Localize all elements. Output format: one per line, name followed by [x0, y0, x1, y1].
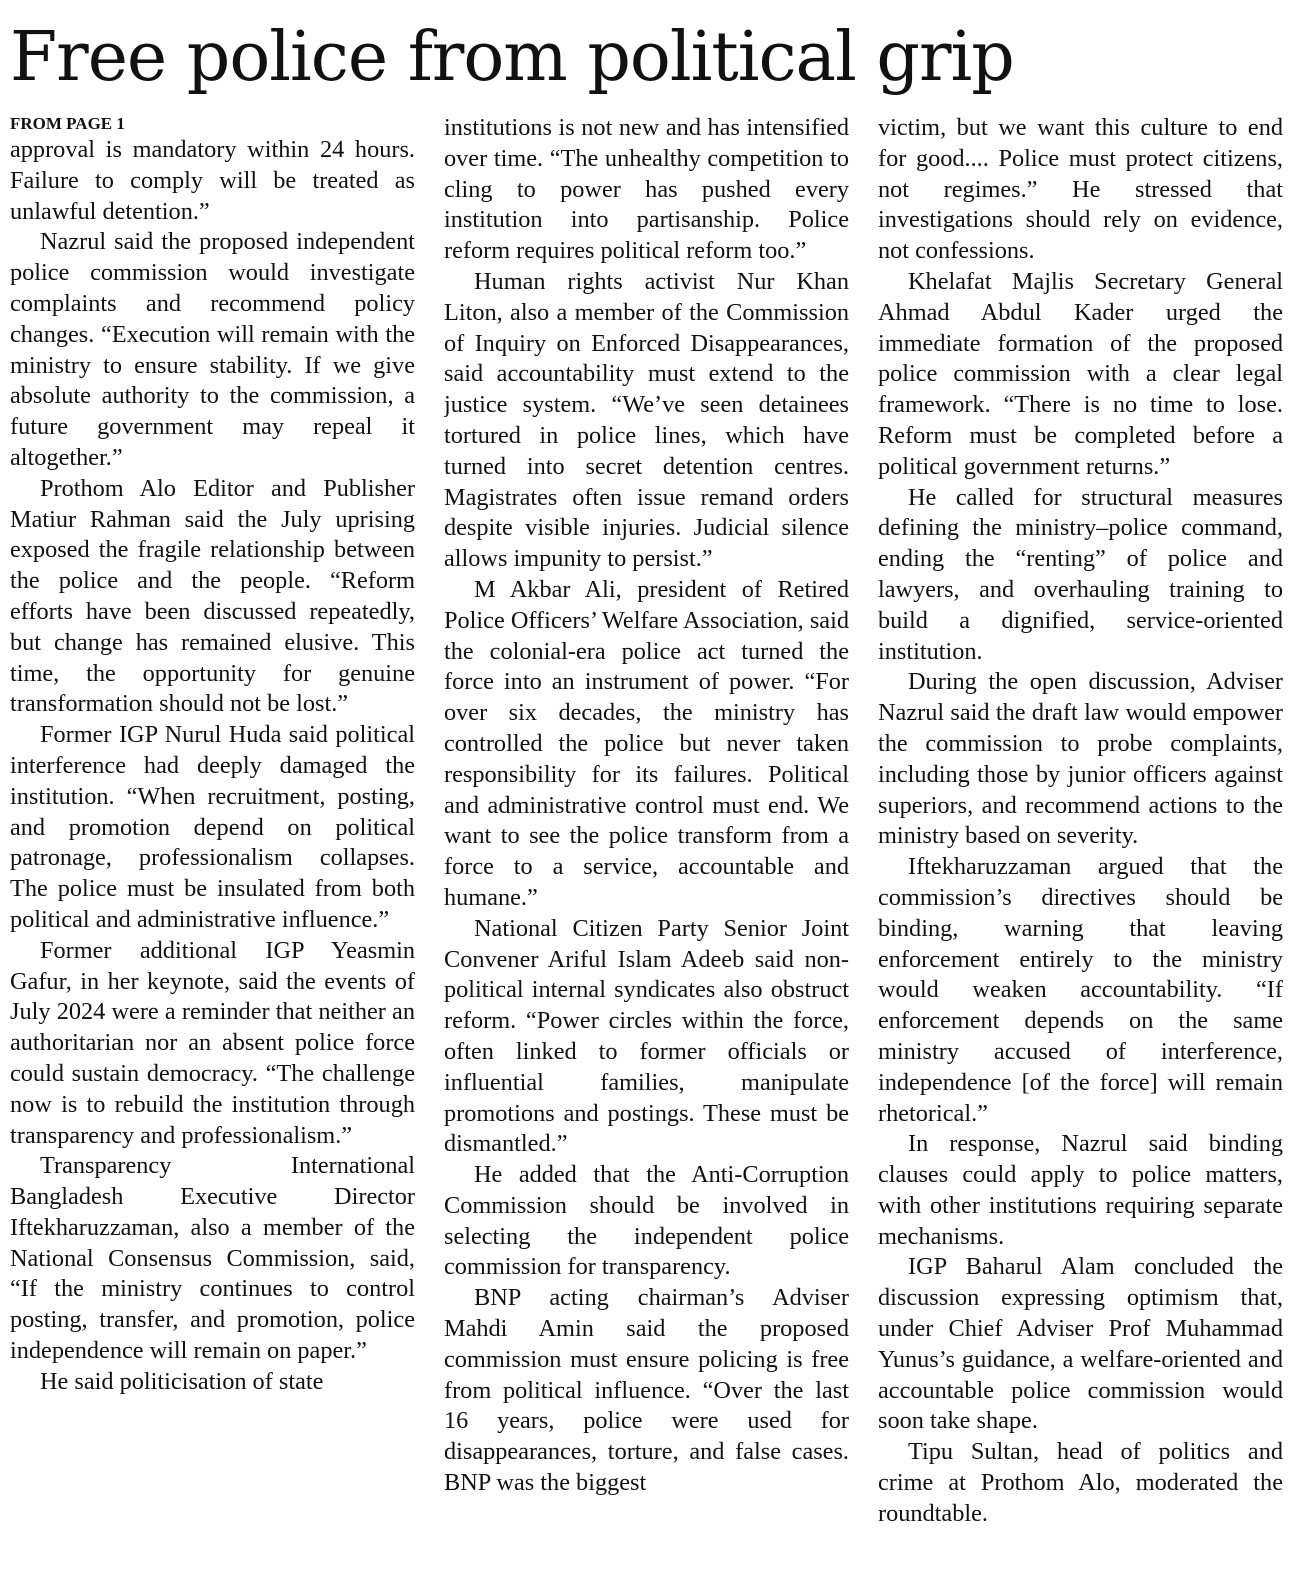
- paragraph: Iftekharuzzaman argued that the commission’s directives should be binding, warning that leaving enforcement entirely to the ministry would weaken accountability. “If enforcement depends on the same ministry accused of interference, independence [of the force] will remain rhetorical.”: [878, 853, 1283, 1127]
- paragraph: During the open discussion, Adviser Nazrul said the draft law would empower the commission to probe complaints, including those by junior officers against superiors, and recommend actions to the ministry based on severity.: [878, 668, 1283, 850]
- headline: Free police from political grip: [10, 18, 1014, 97]
- article-column-3: [878, 113, 1283, 1578]
- paragraph: institutions is not new and has intensified over time. “The unhealthy competition to cling to power has pushed every institution into partisanship. Police reform requires political reform too.”: [444, 114, 849, 265]
- paragraph: BNP acting chairman’s Adviser Mahdi Amin said the proposed commission must ensure policing is free from political influence. “Over the last 16 years, police were used for disappearances, torture, and false cases. BNP was the biggest: [444, 1284, 849, 1497]
- article-column-2: [444, 113, 849, 1578]
- from-page-kicker: FROM PAGE 1: [10, 114, 125, 133]
- paragraph: Former additional IGP Yeasmin Gafur, in her keynote, said the events of July 2024 were a reminder that neither an authoritarian nor an absent police force could sustain democracy. “The challenge now is to rebuild the institution through transparency and professionalism.”: [10, 936, 415, 1149]
- paragraph: He called for structural measures defining the ministry–police command, ending the “renting” of police and lawyers, and overhauling training to build a dignified, service-oriented institution.: [878, 483, 1283, 665]
- paragraph: IGP Baharul Alam concluded the discussion expressing optimism that, under Chief Adviser Prof Muhammad Yunus’s guidance, a welfare-oriented and accountable police commission would soon take shape.: [878, 1253, 1283, 1435]
- article-column-1: [10, 113, 415, 1578]
- paragraph: In response, Nazrul said binding clauses could apply to police matters, with other institutions requiring separate mechanisms.: [878, 1130, 1283, 1250]
- paragraph: Human rights activist Nur Khan Liton, also a member of the Commission of Inquiry on Enforced Disappearances, said accountability must extend to the justice system. “We’ve seen detainees tortured in police lines, which have turned into secret detention centres. Magistrates often issue remand orders despite visible injuries. Judicial silence allows impunity to persist.”: [444, 267, 849, 573]
- paragraph: Khelafat Majlis Secretary General Ahmad Abdul Kader urged the immediate formation of the proposed police commission with a clear legal framework. “There is no time to lose. Reform must be completed before a political government returns.”: [878, 267, 1283, 480]
- paragraph: victim, but we want this culture to end for good.... Police must protect citizens, not regimes.” He stressed that investigations should rely on evidence, not confessions.: [878, 114, 1283, 265]
- paragraph: approval is mandatory within 24 hours. Failure to comply will be treated as unlawful detention.”: [10, 136, 415, 225]
- paragraph: Tipu Sultan, head of politics and crime at Prothom Alo, moderated the roundtable.: [878, 1438, 1283, 1527]
- paragraph: He added that the Anti-Corruption Commission should be involved in selecting the independent police commission for transparency.: [444, 1161, 849, 1281]
- paragraph: Former IGP Nurul Huda said political interference had deeply damaged the institution. “When recruitment, posting, and promotion depend on political patronage, professionalism collapses. The police must be insulated from both political and administrative influence.”: [10, 721, 415, 933]
- paragraph: Prothom Alo Editor and Publisher Matiur Rahman said the July uprising exposed the fragile relationship between the police and the people. “Reform efforts have been discussed repeatedly, but change has remained elusive. This time, the opportunity for genuine transformation should not be lost.”: [10, 474, 415, 718]
- paragraph: Transparency International Bangladesh Executive Director Iftekharuzzaman, also a member of the National Consensus Commission, said, “If the ministry continues to control posting, transfer, and promotion, police independence will remain on paper.”: [10, 1152, 415, 1365]
- paragraph: M Akbar Ali, president of Retired Police Officers’ Welfare Association, said the colonial-era police act turned the force into an instrument of power. “For over six decades, the ministry has controlled the police but never taken responsibility for its failures. Political and administrative control must end. We want to see the police transform from a force to a service, accountable and humane.”: [444, 575, 849, 911]
- paragraph: Nazrul said the proposed independent police commission would investigate complaints and recommend policy changes. “Execution will remain with the ministry to ensure stability. If we give absolute authority to the commission, a future government may repeal it altogether.”: [10, 228, 415, 471]
- paragraph: National Citizen Party Senior Joint Convener Ariful Islam Adeeb said non-political internal syndicates also obstruct reform. “Power circles within the force, often linked to former officials or influential families, manipulate promotions and postings. These must be dismantled.”: [444, 914, 849, 1158]
- paragraph: He said politicisation of state: [40, 1367, 324, 1395]
